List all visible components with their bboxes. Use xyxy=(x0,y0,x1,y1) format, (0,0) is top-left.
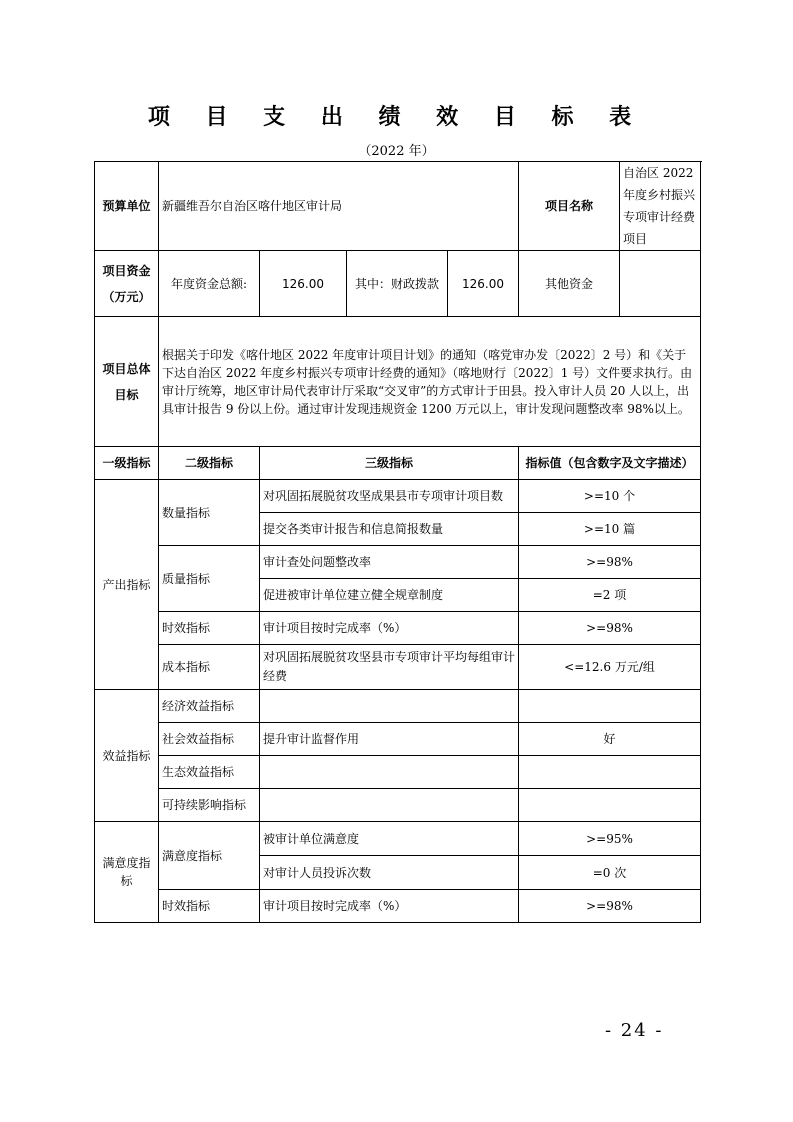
indicator-value: >=10 篇 xyxy=(519,513,701,546)
indicator-value: =0 次 xyxy=(519,856,701,890)
table-row xyxy=(95,890,701,923)
other-funds-value xyxy=(620,251,701,317)
col-header-level1: 一级指标 xyxy=(95,447,159,480)
group-output: 产出指标 xyxy=(95,480,159,690)
indicator-value: =2 项 xyxy=(519,579,701,612)
group-satisfaction: 满意度指标 xyxy=(95,822,159,923)
annual-total-label: 年度资金总额: xyxy=(159,251,260,317)
level3-name: 对巩固拓展脱贫攻坚县市专项审计平均每组审计经费 xyxy=(260,645,519,690)
funds-row xyxy=(95,251,701,317)
other-funds-label: 其他资金 xyxy=(519,251,620,317)
budget-row xyxy=(95,162,701,251)
col-header-level2: 二级指标 xyxy=(159,447,260,480)
project-name-value: 自治区 2022 年度乡村振兴专项审计经费项目 xyxy=(620,162,701,251)
funds-label-line2: （万元） xyxy=(102,289,151,304)
budget-unit-value: 新疆维吾尔自治区喀什地区审计局 xyxy=(159,162,519,251)
indicator-value: >=98% xyxy=(519,546,701,579)
level3-name: 审计项目按时完成率（%） xyxy=(260,612,519,645)
level3-name: 对审计人员投诉次数 xyxy=(260,856,519,890)
level3-name: 被审计单位满意度 xyxy=(260,822,519,856)
level3-name: 提交各类审计报告和信息简报数量 xyxy=(260,513,519,546)
table-row xyxy=(95,690,701,723)
level2-quantity: 数量指标 xyxy=(159,480,260,546)
fiscal-value: 126.00 xyxy=(448,251,519,317)
funds-label xyxy=(95,251,159,317)
level3-name xyxy=(260,789,519,822)
table-row xyxy=(95,789,701,822)
indicator-value: >=95% xyxy=(519,822,701,856)
goal-label: 项目总体目标 xyxy=(95,317,159,447)
level2-timeliness: 时效指标 xyxy=(159,890,260,923)
project-name-label: 项目名称 xyxy=(519,162,620,251)
indicator-value: 好 xyxy=(519,723,701,756)
level2-economic: 经济效益指标 xyxy=(159,690,260,723)
page-number: - 24 - xyxy=(605,1020,664,1041)
table-row xyxy=(95,546,701,579)
column-header-row xyxy=(95,447,701,480)
indicator-value xyxy=(519,789,701,822)
goal-text: 根据关于印发《喀什地区 2022 年度审计项目计划》的通知（喀党审办发〔2022〕2 号）和《关于下达自治区 2022 年度乡村振兴专项审计经费的通知》（喀地财行〔2022〕1 号）文件要求执行。由审计厅统筹，地区审计局代表审计厅采取“交叉审”的方式审计于田县。投入审计人员 20 人以上，出具审计报告 9 份以上份。通过审计发现违规资金 1200 万元以上，审计发现问题整改率 98%以上。 xyxy=(159,317,701,447)
level3-name: 对巩固拓展脱贫攻坚成果县市专项审计项目数 xyxy=(260,480,519,513)
budget-unit-label: 预算单位 xyxy=(95,162,159,251)
page-title: 项 目 支 出 绩 效 目 标 表 xyxy=(147,104,646,130)
indicator-value: >=10 个 xyxy=(519,480,701,513)
level3-name: 审计查处问题整改率 xyxy=(260,546,519,579)
col-header-level3: 三级指标 xyxy=(260,447,519,480)
indicator-value xyxy=(519,690,701,723)
table-row xyxy=(95,645,701,690)
annual-total-value: 126.00 xyxy=(260,251,347,317)
indicator-value: <=12.6 万元/组 xyxy=(519,645,701,690)
level3-name: 促进被审计单位建立健全规章制度 xyxy=(260,579,519,612)
indicator-value: >=98% xyxy=(519,890,701,923)
group-benefit: 效益指标 xyxy=(95,690,159,822)
level2-sustainable: 可持续影响指标 xyxy=(159,789,260,822)
fiscal-label: 其中：财政拨款 xyxy=(347,251,448,317)
table-row xyxy=(95,612,701,645)
col-header-value: 指标值（包含数字及文字描述） xyxy=(519,447,701,480)
level2-satisfaction: 满意度指标 xyxy=(159,822,260,890)
level3-name xyxy=(260,756,519,789)
indicator-value xyxy=(519,756,701,789)
table-row xyxy=(95,822,701,856)
table-row xyxy=(95,480,701,513)
performance-table xyxy=(94,161,701,923)
level3-name: 审计项目按时完成率（%） xyxy=(260,890,519,923)
level3-name xyxy=(260,690,519,723)
level2-ecological: 生态效益指标 xyxy=(159,756,260,789)
level2-cost: 成本指标 xyxy=(159,645,260,690)
table-row xyxy=(95,723,701,756)
funds-label-line1: 项目资金 xyxy=(102,263,151,278)
year-subtitle: （2022 年） xyxy=(358,144,435,159)
indicator-value: >=98% xyxy=(519,612,701,645)
level3-name: 提升审计监督作用 xyxy=(260,723,519,756)
level2-social: 社会效益指标 xyxy=(159,723,260,756)
goal-row xyxy=(95,317,701,447)
level2-timeliness: 时效指标 xyxy=(159,612,260,645)
level2-quality: 质量指标 xyxy=(159,546,260,612)
table-row xyxy=(95,756,701,789)
